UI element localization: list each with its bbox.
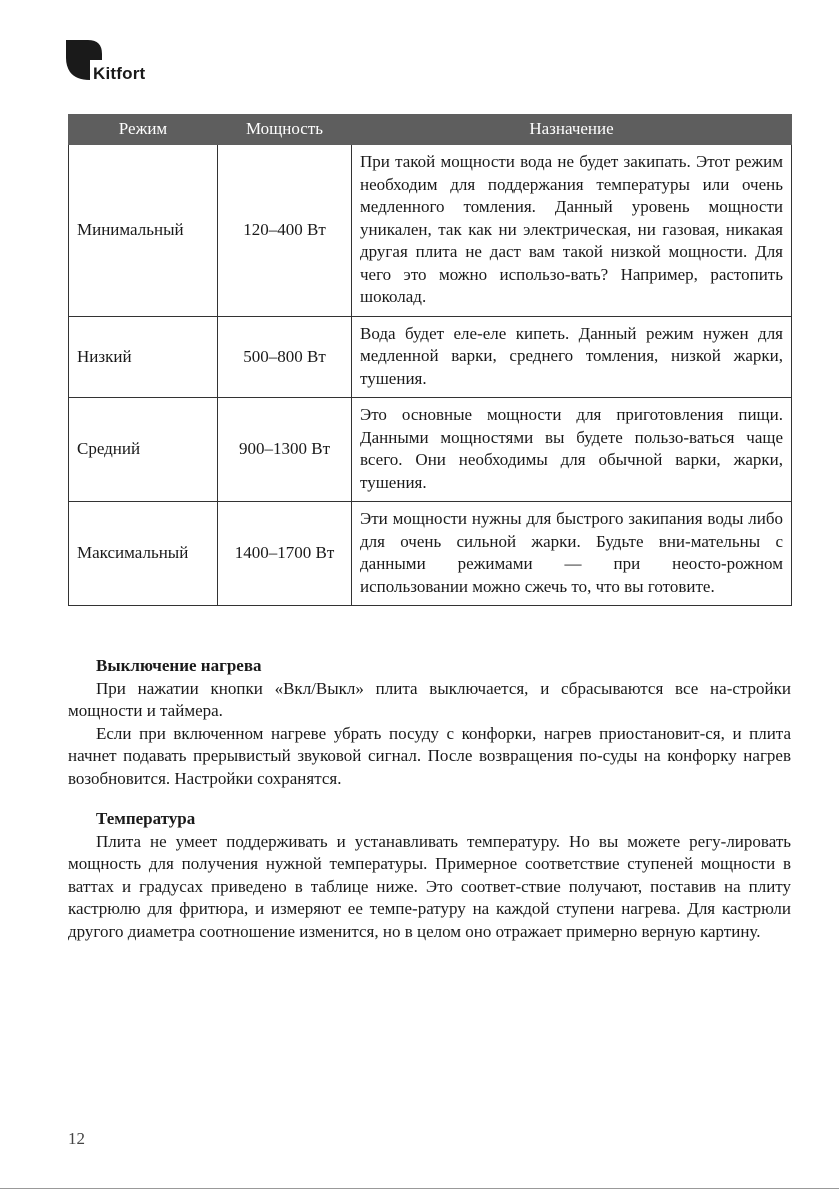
purpose-cell: Эти мощности нужны для быстрого закипания воды либо для очень сильной жарки. Будьте вни-мательны с данными режимами — при неосто-рожном использовании можно сжечь то, что вы готовите.	[352, 502, 792, 606]
table-row	[69, 316, 792, 398]
table-header-row	[69, 115, 792, 145]
mode-cell: Максимальный	[69, 502, 218, 606]
header-purpose: Назначение	[352, 115, 792, 145]
purpose-cell: Вода будет еле-еле кипеть. Данный режим нужен для медленной варки, среднего томления, низкой жарки, тушения.	[352, 316, 792, 398]
table-row	[69, 145, 792, 317]
section-temperature	[68, 808, 791, 943]
power-cell: 900–1300 Вт	[218, 398, 352, 502]
logo-text: Kitfort	[93, 64, 146, 83]
section-title: Температура	[96, 809, 196, 828]
section-heating-off	[68, 655, 791, 790]
paragraph: При нажатии кнопки «Вкл/Выкл» плита выключается, и сбрасываются все на-стройки мощности и таймера.	[68, 678, 791, 720]
mode-cell: Средний	[69, 398, 218, 502]
mode-cell: Минимальный	[69, 145, 218, 317]
table-row	[69, 502, 792, 606]
brand-logo	[66, 40, 186, 90]
purpose-cell: Это основные мощности для приготовления пищи. Данными мощностями вы будете пользо-ваться чаще всего. Они необходимы для обычной варки, жарки, тушения.	[352, 398, 792, 502]
paragraph: Плита не умеет поддерживать и устанавливать температуру. Но вы можете регу-лировать мощность для получения нужной температуры. Примерное соответствие ступеней мощности в ваттах и градусах приведено в таблице ниже. Это соответ-ствие получают, поставив на плиту кастрюлю для фритюра, и измеряют ее темпе-ратуру на каждой ступени нагрева. Для кастрюли другого диаметра соотношение изменится, но в целом оно отражает примерно верную картину.	[68, 831, 791, 941]
power-cell: 500–800 Вт	[218, 316, 352, 398]
mode-cell: Низкий	[69, 316, 218, 398]
purpose-cell: При такой мощности вода не будет закипать. Этот режим необходим для поддержания температуры или очень медленного томления. Данный уровень мощности уникален, так как ни электрическая, ни газовая, никакая другая плита не даст вам такой низкой мощности. Для чего это можно использо-вать? Например, растопить шоколад.	[352, 145, 792, 317]
page-number: 12	[68, 1129, 85, 1148]
power-cell: 1400–1700 Вт	[218, 502, 352, 606]
header-mode: Режим	[69, 115, 218, 145]
power-modes-table	[68, 114, 792, 606]
paragraph: Если при включенном нагреве убрать посуду с конфорки, нагрев приостановит-ся, и плита начнет подавать прерывистый звуковой сигнал. После возвращения по-суды на конфорку нагрев возобновится. Настройки сохранятся.	[68, 723, 791, 788]
section-title: Выключение нагрева	[96, 656, 262, 675]
bottom-divider	[0, 1188, 839, 1189]
table-row	[69, 398, 792, 502]
header-power: Мощность	[218, 115, 352, 145]
power-cell: 120–400 Вт	[218, 145, 352, 317]
